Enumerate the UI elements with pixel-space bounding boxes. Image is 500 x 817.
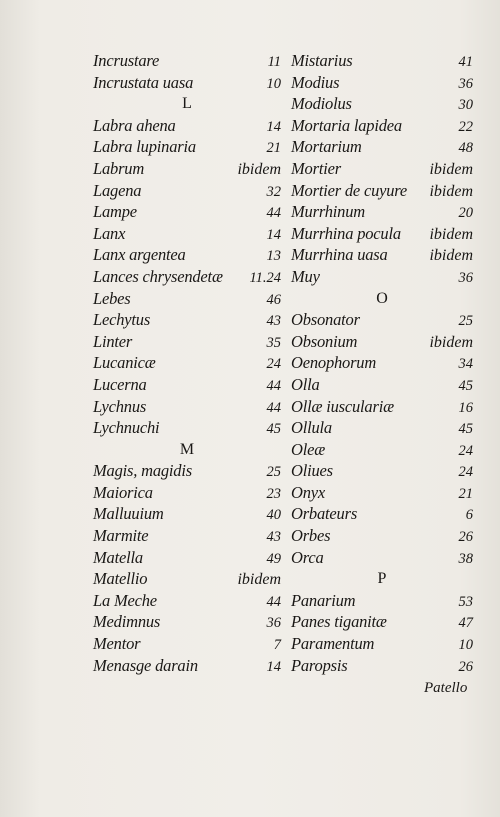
entry-term: Orca	[291, 547, 324, 567]
index-entry	[93, 223, 281, 245]
index-entry	[93, 309, 281, 331]
entry-term: Matellio	[93, 569, 148, 589]
index-entry	[291, 201, 473, 223]
entry-page-ref: 21	[458, 485, 473, 502]
entry-page-ref: 24	[458, 464, 473, 481]
entry-page-ref: 36	[458, 269, 473, 286]
entry-term: Lychnuchi	[93, 418, 160, 438]
index-entry	[93, 331, 281, 353]
entry-term: Murrhinum	[291, 202, 365, 222]
entry-page-ref: 6	[465, 507, 473, 524]
catchword: Patello	[424, 680, 468, 696]
index-entry	[93, 611, 281, 633]
entry-page-ref: ibidem	[429, 160, 473, 178]
entry-page-ref: 44	[266, 399, 281, 416]
entry-term: Olla	[291, 374, 320, 394]
entry-term: Menasge darain	[93, 655, 198, 675]
entry-term: Mentor	[93, 634, 141, 654]
entry-page-ref: 26	[458, 529, 473, 546]
index-entry	[93, 417, 281, 439]
entry-page-ref: 43	[266, 529, 281, 546]
entry-term: Oenophorum	[291, 353, 377, 373]
index-entry	[291, 244, 473, 266]
entry-term: Ollula	[291, 418, 332, 438]
entry-term: Lechytus	[93, 310, 151, 330]
index-entry	[291, 396, 473, 418]
index-entry	[93, 158, 281, 180]
index-entry	[291, 352, 473, 374]
index-entry	[93, 655, 281, 677]
entry-page-ref: 23	[266, 485, 281, 502]
entry-page-ref: 45	[458, 377, 473, 394]
index-entry	[93, 180, 281, 202]
entry-page-ref: 43	[266, 313, 281, 330]
index-entry	[291, 547, 473, 569]
entry-term: Labra ahena	[93, 115, 176, 135]
index-column-right	[291, 50, 473, 676]
entry-page-ref: 34	[458, 356, 473, 373]
entry-page-ref: ibidem	[429, 225, 473, 243]
index-entry	[291, 482, 473, 504]
letter-heading: L	[182, 95, 192, 113]
index-entry	[291, 611, 473, 633]
entry-page-ref: 16	[458, 399, 473, 416]
entry-term: Oliues	[291, 461, 333, 481]
entry-page-ref: 36	[458, 75, 473, 92]
entry-page-ref: 46	[266, 291, 281, 308]
entry-page-ref: 53	[458, 593, 473, 610]
entry-page-ref: 11	[267, 54, 281, 70]
entry-term: Lucanicæ	[93, 353, 156, 373]
entry-page-ref: 11.24	[249, 269, 281, 286]
index-entry	[93, 136, 281, 158]
entry-term: Medimnus	[93, 612, 161, 632]
index-entry	[291, 655, 473, 677]
entry-term: Paramentum	[291, 634, 375, 654]
index-entry	[93, 374, 281, 396]
index-entry	[291, 439, 473, 461]
entry-term: Obsonium	[291, 331, 358, 351]
index-entry	[291, 158, 473, 180]
entry-page-ref: ibidem	[429, 247, 473, 265]
entry-term: Onyx	[291, 482, 326, 502]
entry-page-ref: 45	[266, 421, 281, 438]
entry-term: Modiolus	[291, 94, 352, 114]
index-entry	[93, 266, 281, 288]
entry-page-ref: 14	[266, 658, 281, 675]
entry-term: Obsonator	[291, 310, 360, 330]
index-entry	[93, 396, 281, 418]
index-entry	[291, 266, 473, 288]
entry-page-ref: 41	[458, 54, 473, 70]
index-entry	[291, 136, 473, 158]
entry-page-ref: 24	[458, 442, 473, 459]
entry-page-ref: 26	[458, 658, 473, 675]
index-column-left	[93, 50, 281, 676]
entry-page-ref: 44	[266, 593, 281, 610]
index-entry	[291, 180, 473, 202]
index-entry	[291, 525, 473, 547]
entry-page-ref: 7	[273, 637, 281, 654]
entry-term: Panes tiganitæ	[291, 612, 387, 632]
index-entry	[291, 460, 473, 482]
index-entry	[291, 72, 473, 94]
entry-page-ref: 44	[266, 205, 281, 222]
index-entry	[291, 50, 473, 72]
index-entry	[291, 223, 473, 245]
index-entry	[93, 568, 281, 590]
entry-term: Lanx argentea	[93, 245, 186, 265]
entry-term: Mortaria lapidea	[291, 115, 402, 135]
entry-term: Mortarium	[291, 137, 362, 157]
entry-page-ref: 10	[458, 637, 473, 654]
entry-page-ref: 25	[458, 313, 473, 330]
entry-page-ref: 47	[458, 615, 473, 632]
index-entry	[93, 460, 281, 482]
entry-page-ref: 48	[458, 140, 473, 157]
entry-page-ref: 21	[266, 140, 281, 157]
entry-term: Maiorica	[93, 482, 153, 502]
entry-term: Modius	[291, 72, 340, 92]
index-entry	[291, 115, 473, 137]
entry-term: Murrhina uasa	[291, 245, 388, 265]
entry-term: Lychnus	[93, 396, 147, 416]
entry-page-ref: ibidem	[237, 160, 281, 178]
entry-page-ref: 36	[266, 615, 281, 632]
index-entry	[291, 93, 473, 115]
entry-page-ref: 35	[266, 334, 281, 351]
entry-page-ref: 14	[266, 118, 281, 135]
entry-term: Lanx	[93, 223, 126, 243]
index-entry	[93, 547, 281, 569]
entry-page-ref: 45	[458, 421, 473, 438]
index-entry	[93, 503, 281, 525]
entry-page-ref: 24	[266, 356, 281, 373]
index-entry	[93, 115, 281, 137]
index-entry	[291, 331, 473, 353]
entry-term: Matella	[93, 547, 143, 567]
entry-term: Lucerna	[93, 374, 147, 394]
letter-heading: O	[376, 289, 388, 307]
entry-page-ref: 49	[266, 550, 281, 567]
entry-term: Labrum	[93, 158, 145, 178]
entry-term: Oleæ	[291, 439, 326, 459]
entry-term: Lampe	[93, 202, 137, 222]
entry-page-ref: 20	[458, 205, 473, 222]
index-entry	[93, 482, 281, 504]
entry-page-ref: 32	[266, 183, 281, 200]
index-entry	[93, 201, 281, 223]
entry-term: Mortier de cuyure	[291, 180, 408, 200]
entry-page-ref: 40	[266, 507, 281, 524]
index-entry	[291, 374, 473, 396]
index-entry	[93, 352, 281, 374]
entry-term: Murrhina pocula	[291, 223, 401, 243]
entry-page-ref: ibidem	[237, 571, 281, 589]
index-entry	[291, 503, 473, 525]
entry-term: Ollæ iusculariæ	[291, 396, 394, 416]
entry-page-ref: 14	[266, 226, 281, 243]
letter-heading: P	[377, 570, 387, 588]
entry-page-ref: ibidem	[429, 333, 473, 351]
entry-term: Marmite	[93, 526, 149, 546]
entry-page-ref: 38	[458, 550, 473, 567]
index-entry	[291, 590, 473, 612]
entry-term: Incrustata uasa	[93, 72, 194, 92]
entry-term: Lances chrysendetæ	[93, 266, 223, 286]
entry-page-ref: 25	[266, 464, 281, 481]
entry-page-ref: 22	[458, 118, 473, 135]
entry-term: Mortier	[291, 158, 341, 178]
entry-term: Muy	[291, 266, 320, 286]
entry-term: Paropsis	[291, 655, 348, 675]
index-entry	[291, 309, 473, 331]
entry-term: Mistarius	[291, 51, 353, 70]
entry-term: Lagena	[93, 180, 142, 200]
entry-term: Orbateurs	[291, 504, 358, 524]
index-entry	[93, 244, 281, 266]
letter-heading: M	[179, 440, 195, 458]
entry-term: Orbes	[291, 526, 331, 546]
index-entry	[291, 417, 473, 439]
index-entry	[291, 633, 473, 655]
entry-term: Incrustare	[93, 51, 160, 70]
index-entry	[93, 50, 281, 72]
entry-term: Malluuium	[93, 504, 164, 524]
index-entry	[93, 525, 281, 547]
entry-page-ref: 13	[266, 248, 281, 265]
entry-term: Linter	[93, 331, 133, 351]
index-entry	[93, 288, 281, 310]
entry-term: Labra lupinaria	[93, 137, 196, 157]
index-entry	[93, 72, 281, 94]
entry-page-ref: 44	[266, 377, 281, 394]
entry-page-ref: ibidem	[429, 182, 473, 200]
index-entry	[93, 590, 281, 612]
entry-page-ref: 30	[458, 97, 473, 114]
entry-term: La Meche	[93, 590, 157, 610]
entry-term: Panarium	[291, 590, 356, 610]
entry-term: Magis, magidis	[93, 461, 192, 481]
entry-term: Lebes	[93, 288, 131, 308]
index-entry	[93, 633, 281, 655]
entry-page-ref: 10	[266, 75, 281, 92]
